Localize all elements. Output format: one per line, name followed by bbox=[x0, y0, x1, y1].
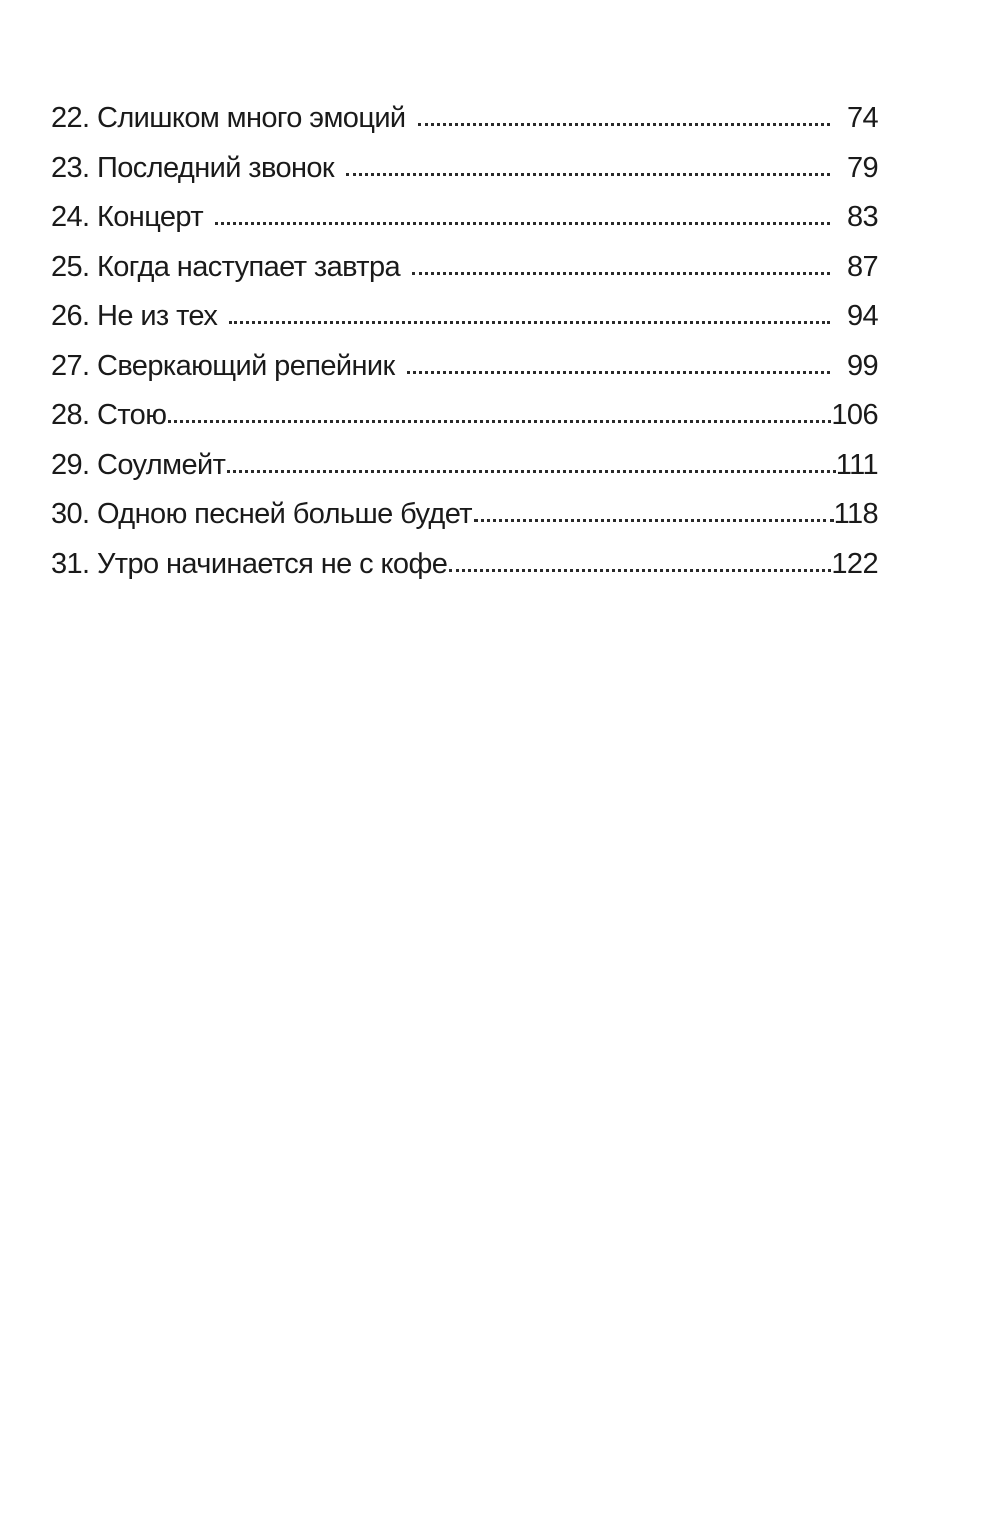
toc-entry bbox=[51, 94, 878, 144]
chapter-title: Одною песней больше будет bbox=[96, 498, 472, 530]
chapter-number: 23. bbox=[51, 151, 90, 184]
page-number: 94 bbox=[846, 300, 878, 332]
toc-entry bbox=[51, 193, 878, 243]
dot-leader bbox=[474, 519, 834, 522]
toc-entry bbox=[51, 292, 878, 342]
chapter-number: 31. bbox=[51, 547, 90, 580]
chapter-number: 25. bbox=[51, 250, 90, 283]
dot-leader bbox=[229, 321, 830, 324]
chapter-number: 27. bbox=[51, 349, 90, 382]
page-number: 111 bbox=[835, 448, 878, 481]
table-of-contents bbox=[51, 94, 878, 589]
chapter-number: 24. bbox=[51, 201, 90, 233]
chapter-title: Последний звонок bbox=[96, 151, 334, 184]
toc-entry bbox=[51, 144, 878, 194]
chapter-number: 22. bbox=[51, 102, 90, 134]
chapter-title: Слишком много эмоций bbox=[96, 102, 406, 134]
page-number: 74 bbox=[846, 102, 878, 134]
page-number: 87 bbox=[846, 250, 878, 283]
chapter-number: 30. bbox=[51, 498, 90, 530]
toc-entry bbox=[51, 342, 878, 392]
dot-leader bbox=[215, 222, 830, 225]
page-number: 106 bbox=[831, 399, 878, 431]
dot-leader bbox=[412, 272, 830, 275]
dot-leader bbox=[407, 371, 830, 374]
dot-leader bbox=[227, 470, 835, 473]
toc-entry bbox=[51, 540, 878, 590]
dot-leader bbox=[418, 123, 830, 126]
dot-leader bbox=[168, 420, 831, 423]
page-number: 118 bbox=[833, 498, 878, 530]
page-number: 83 bbox=[846, 201, 878, 233]
chapter-number: 26. bbox=[51, 300, 90, 332]
chapter-number: 28. bbox=[51, 399, 90, 431]
toc-entry bbox=[51, 243, 878, 293]
toc-entry bbox=[51, 391, 878, 441]
page-number: 79 bbox=[846, 151, 878, 184]
chapter-title: Когда наступает завтра bbox=[96, 250, 401, 283]
chapter-title: Концерт bbox=[96, 201, 204, 233]
chapter-title: Утро начинается не с кофе bbox=[96, 547, 448, 580]
chapter-title: Не из тех bbox=[96, 300, 218, 332]
page-number: 99 bbox=[846, 349, 878, 382]
chapter-number: 29. bbox=[51, 448, 90, 481]
chapter-title: Соулмейт bbox=[96, 448, 226, 481]
toc-entry bbox=[51, 490, 878, 540]
toc-entry bbox=[51, 441, 878, 491]
chapter-title: Сверкающий репейник bbox=[96, 349, 395, 382]
dot-leader bbox=[346, 173, 830, 176]
dot-leader bbox=[449, 569, 831, 572]
page-number: 122 bbox=[831, 547, 878, 580]
chapter-title: Стою bbox=[96, 399, 167, 431]
